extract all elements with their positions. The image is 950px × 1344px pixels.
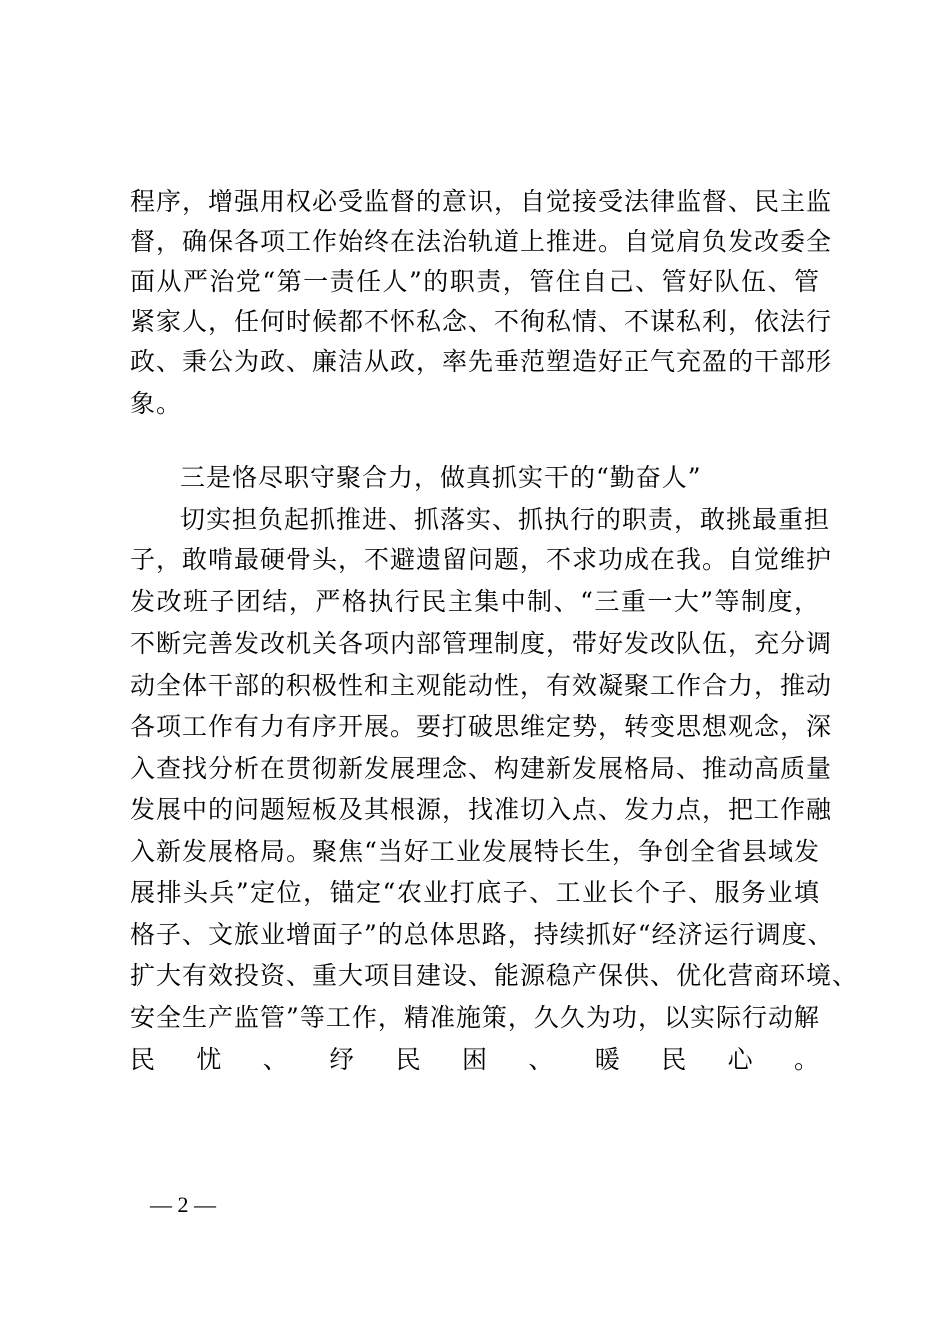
- paragraph-1-line-2: 督，确保各项工作始终在法治轨道上推进。自觉肩负发改委全: [130, 227, 833, 256]
- paragraph-1-line-3: 面从严治党“第一责任人”的职责，管住自己、管好队伍、管: [130, 267, 820, 296]
- paragraph-2-line-7: 入查找分析在贯彻新发展理念、构建新发展格局、推动高质量: [130, 754, 833, 783]
- paragraph-2-line-14: 民忧、纾民困、暖民心。: [130, 1045, 820, 1074]
- section-heading: 三是恪尽职守聚合力，做真抓实干的“勤奋人”: [180, 463, 702, 492]
- paragraph-1-line-1: 程序，增强用权必受监督的意识，自觉接受法律监督、民主监: [130, 187, 833, 216]
- paragraph-2-line-16: [130, 1123, 820, 1163]
- paragraph-2-line-10: 展排头兵”定位，锚定“农业打底子、工业长个子、服务业填: [130, 878, 820, 907]
- paragraph-2-line-6: 各项工作有力有序开展。要打破思维定势，转变思想观念，深: [130, 712, 833, 741]
- paragraph-1-line-4: 紧家人，任何时候都不怀私念、不徇私情、不谋私利，依法行: [130, 307, 833, 336]
- paragraph-2-line-12: 扩大有效投资、重大项目建设、能源稳产保供、优化营商环境、: [130, 961, 859, 990]
- paragraph-2-line-13: 安全生产监管”等工作，精准施策，久久为功，以实际行动解: [130, 1003, 820, 1032]
- paragraph-1-line-6: 象。: [130, 389, 183, 418]
- paragraph-2-line-4: 不断完善发改机关各项内部管理制度，带好发改队伍，充分调: [130, 629, 833, 658]
- paragraph-2-line-8: 发展中的问题短板及其根源，找准切入点、发力点，把工作融: [130, 795, 833, 824]
- paragraph-2-line-9: 入新发展格局。聚焦“当好工业发展特长生，争创全省县域发: [130, 837, 820, 866]
- page-number: — 2 —: [150, 1192, 216, 1217]
- paragraph-2-line-15: [130, 1081, 820, 1121]
- paragraph-2-line-3: 发改班子团结，严格执行民主集中制、“三重一大”等制度，: [130, 587, 820, 616]
- paragraph-2-line-11: 格子、文旅业增面子”的总体思路，持续抓好“经济运行调度、: [130, 920, 834, 949]
- paragraph-2-line-1: 切实担负起抓推进、抓落实、抓执行的职责，敢挑最重担: [180, 505, 831, 534]
- paragraph-2-line-2: 子，敢啃最硬骨头，不避遗留问题，不求功成在我。自觉维护: [130, 545, 833, 574]
- paragraph-2-line-5: 动全体干部的积极性和主观能动性，有效凝聚工作合力，推动: [130, 671, 833, 700]
- paragraph-1-line-5: 政、秉公为政、廉洁从政，率先垂范塑造好正气充盈的干部形: [130, 347, 833, 376]
